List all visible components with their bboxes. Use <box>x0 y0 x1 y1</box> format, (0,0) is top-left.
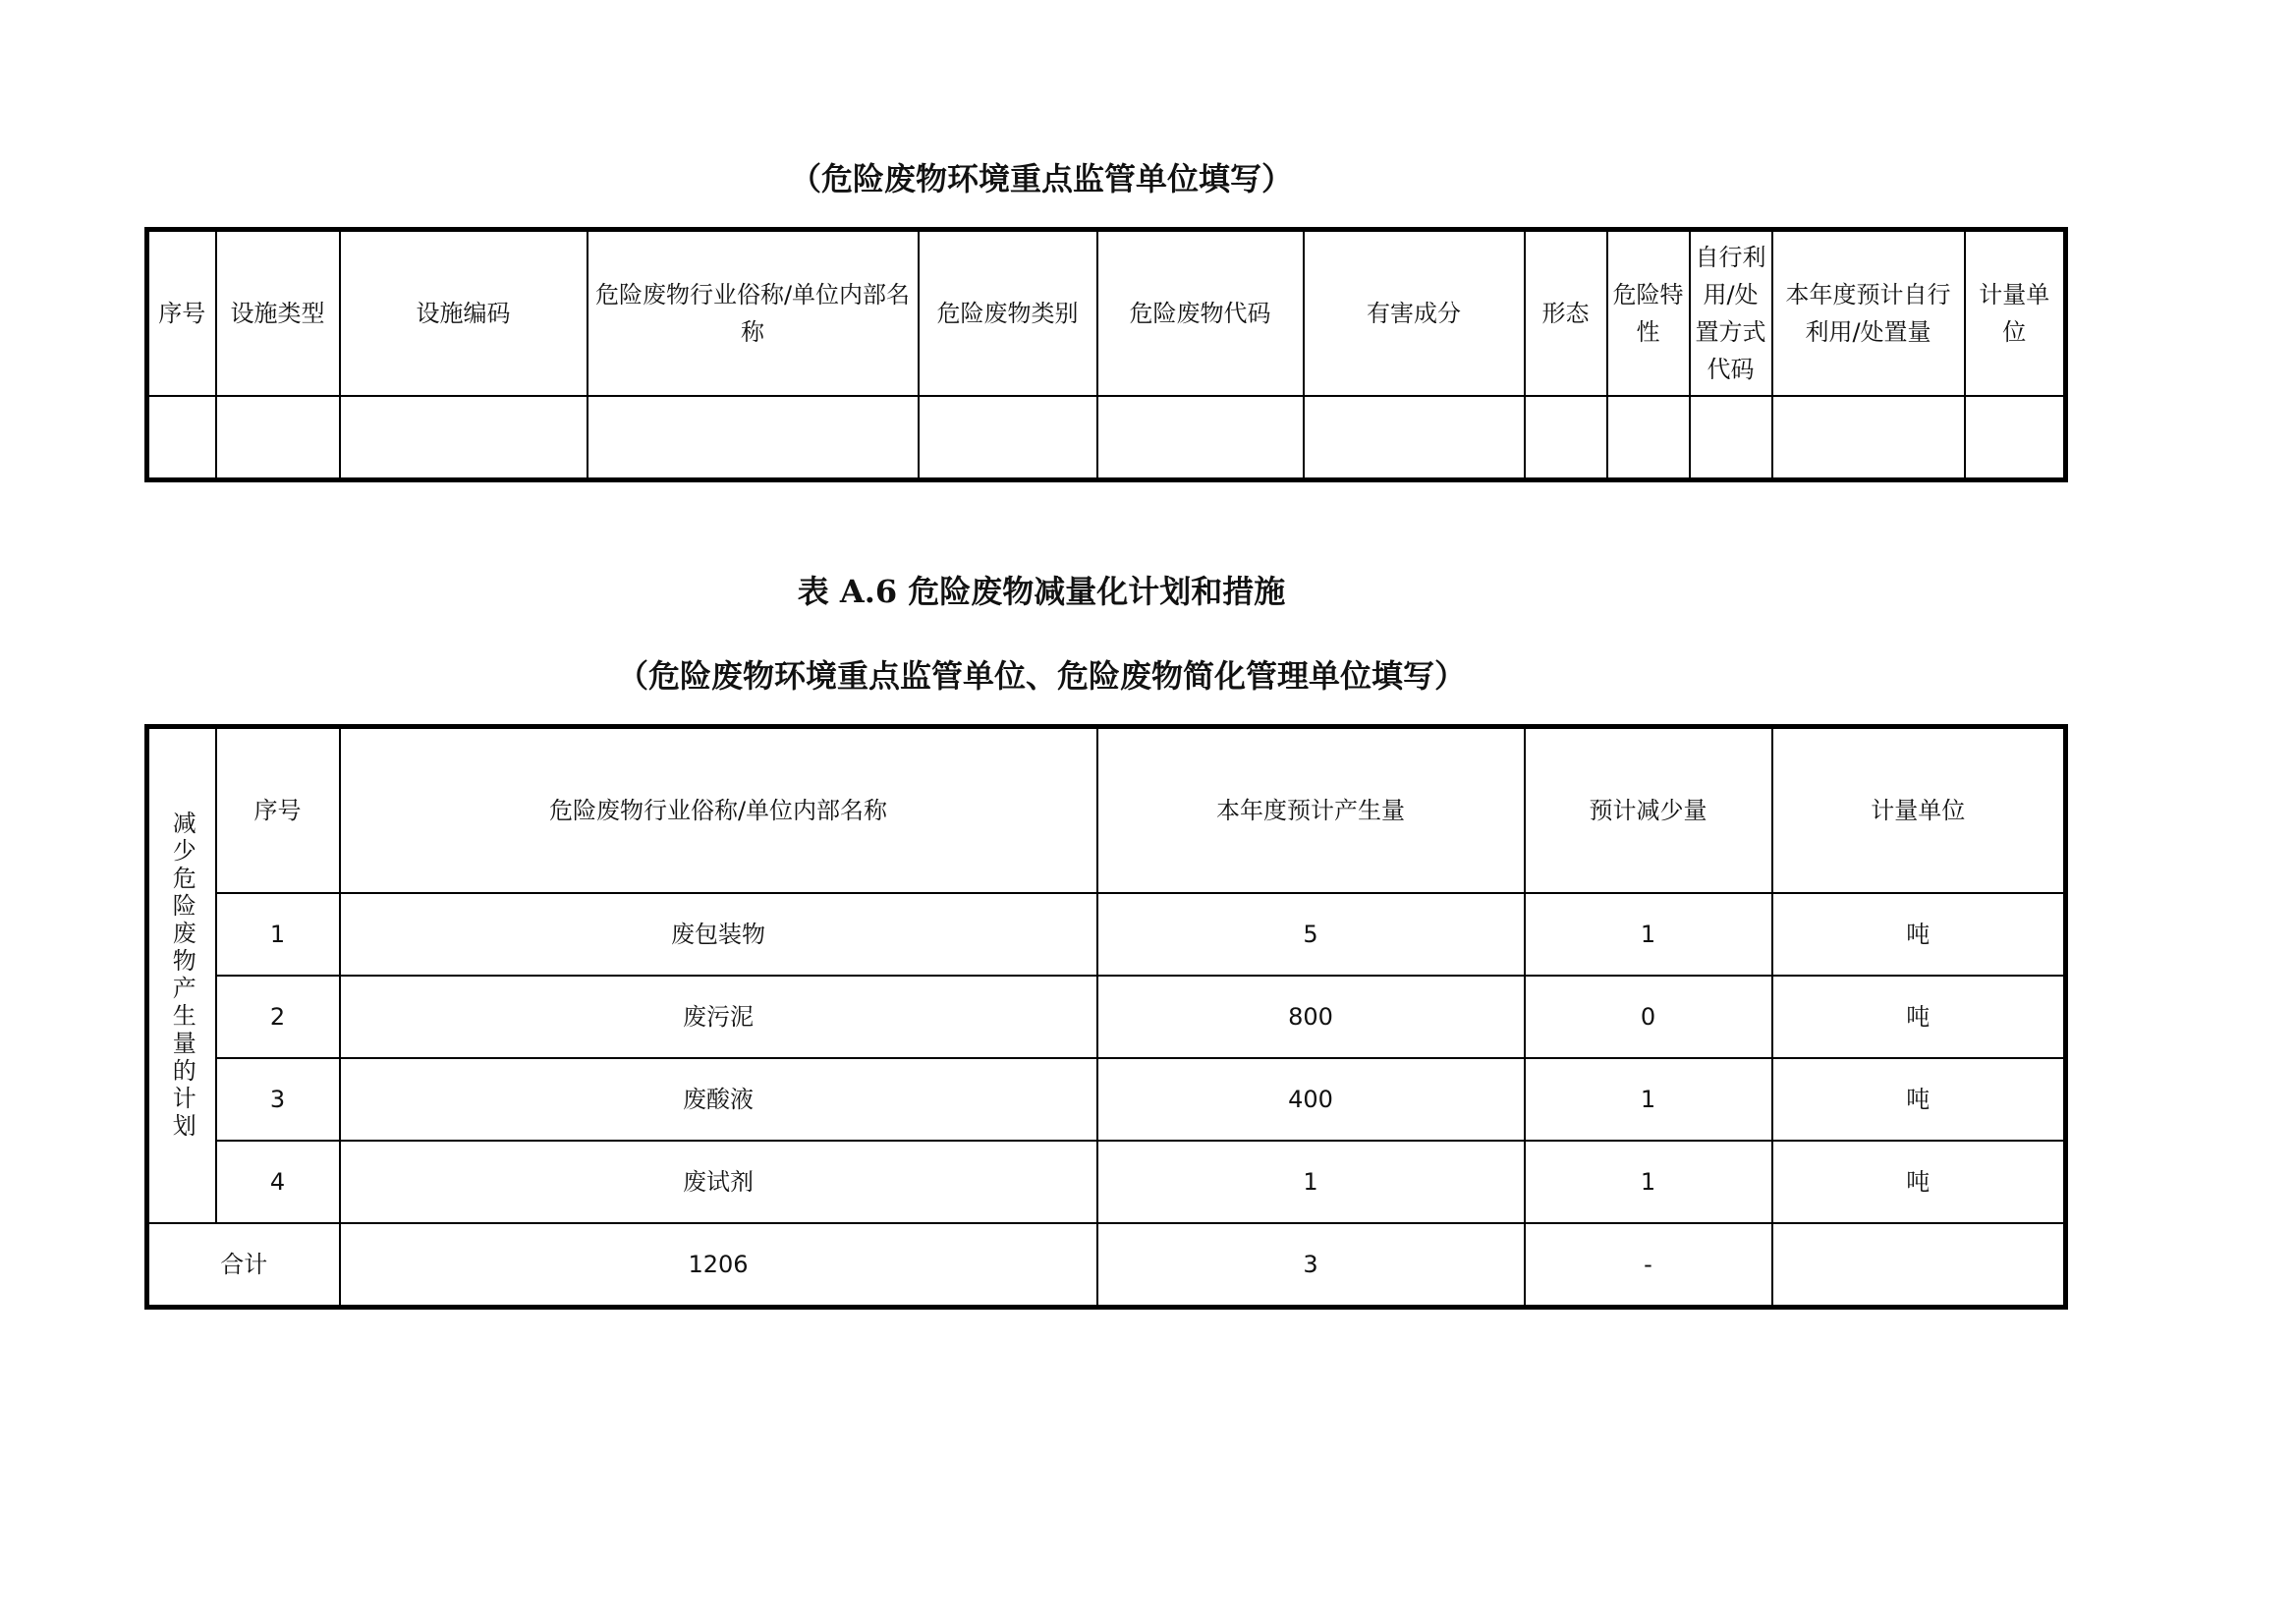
produce-amount: 400 <box>1097 1058 1525 1141</box>
reduction-plan-table <box>144 724 2068 1310</box>
reduce-amount: 0 <box>1525 976 1772 1058</box>
table2-title: 表 A.6 危险废物减量化计划和措施 <box>797 573 1286 610</box>
header-cell: 设施编码 <box>340 230 588 397</box>
table1-empty-row <box>147 396 2066 480</box>
total-reduce: 3 <box>1097 1223 1525 1308</box>
unit: 吨 <box>1772 893 2066 976</box>
header-cell: 危险废物类别 <box>919 230 1097 397</box>
row-number: 4 <box>216 1141 340 1223</box>
table-cell <box>340 396 588 480</box>
table-cell <box>216 396 340 480</box>
side-label: 减少危险废物产生量的计划 <box>168 811 196 1141</box>
table2-header-row <box>147 727 2066 894</box>
reduce-amount: 1 <box>1525 893 1772 976</box>
waste-name: 废污泥 <box>340 976 1097 1058</box>
header-cell: 预计减少量 <box>1525 727 1772 894</box>
header-cell: 有害成分 <box>1304 230 1525 397</box>
produce-amount: 800 <box>1097 976 1525 1058</box>
table-row <box>147 976 2066 1058</box>
table-cell <box>1772 396 1965 480</box>
table2-subtitle: （危险废物环境重点监管单位、危险废物简化管理单位填写） <box>616 657 1466 695</box>
total-unit: - <box>1525 1223 1772 1308</box>
produce-amount: 5 <box>1097 893 1525 976</box>
row-number: 1 <box>216 893 340 976</box>
table-row <box>147 893 2066 976</box>
unit: 吨 <box>1772 1141 2066 1223</box>
header-cell: 形态 <box>1525 230 1607 397</box>
total-label: 合计 <box>147 1223 340 1308</box>
header-cell: 自行利用/处置方式代码 <box>1690 230 1772 397</box>
table-cell <box>919 396 1097 480</box>
header-cell: 危险废物行业俗称/单位内部名称 <box>588 230 919 397</box>
waste-name: 废试剂 <box>340 1141 1097 1223</box>
table-cell <box>588 396 919 480</box>
table-cell <box>1525 396 1607 480</box>
header-cell: 序号 <box>147 230 216 397</box>
header-cell: 本年度预计产生量 <box>1097 727 1525 894</box>
header-cell: 危险废物行业俗称/单位内部名称 <box>340 727 1097 894</box>
header-cell: 序号 <box>216 727 340 894</box>
table-cell <box>1097 396 1304 480</box>
table-cell <box>1607 396 1690 480</box>
reduce-amount: 1 <box>1525 1141 1772 1223</box>
table1-subtitle: （危险废物环境重点监管单位填写） <box>789 160 1293 197</box>
header-cell: 本年度预计自行利用/处置量 <box>1772 230 1965 397</box>
table1-header-row <box>147 230 2066 397</box>
table-cell <box>1304 396 1525 480</box>
waste-name: 废酸液 <box>340 1058 1097 1141</box>
produce-amount: 1 <box>1097 1141 1525 1223</box>
reduce-amount: 1 <box>1525 1058 1772 1141</box>
row-number: 2 <box>216 976 340 1058</box>
header-cell: 危险特性 <box>1607 230 1690 397</box>
table-cell <box>1690 396 1772 480</box>
header-cell: 设施类型 <box>216 230 340 397</box>
side-label-cell <box>147 727 216 1224</box>
table-cell <box>1965 396 2066 480</box>
total-row <box>147 1223 2066 1308</box>
header-cell: 危险废物代码 <box>1097 230 1304 397</box>
table-row <box>147 1141 2066 1223</box>
total-produce: 1206 <box>340 1223 1097 1308</box>
facility-table <box>144 227 2068 482</box>
header-cell: 计量单位 <box>1965 230 2066 397</box>
waste-name: 废包装物 <box>340 893 1097 976</box>
row-number: 3 <box>216 1058 340 1141</box>
header-cell: 计量单位 <box>1772 727 2066 894</box>
unit: 吨 <box>1772 976 2066 1058</box>
table-cell <box>147 396 216 480</box>
table-row <box>147 1058 2066 1141</box>
unit: 吨 <box>1772 1058 2066 1141</box>
